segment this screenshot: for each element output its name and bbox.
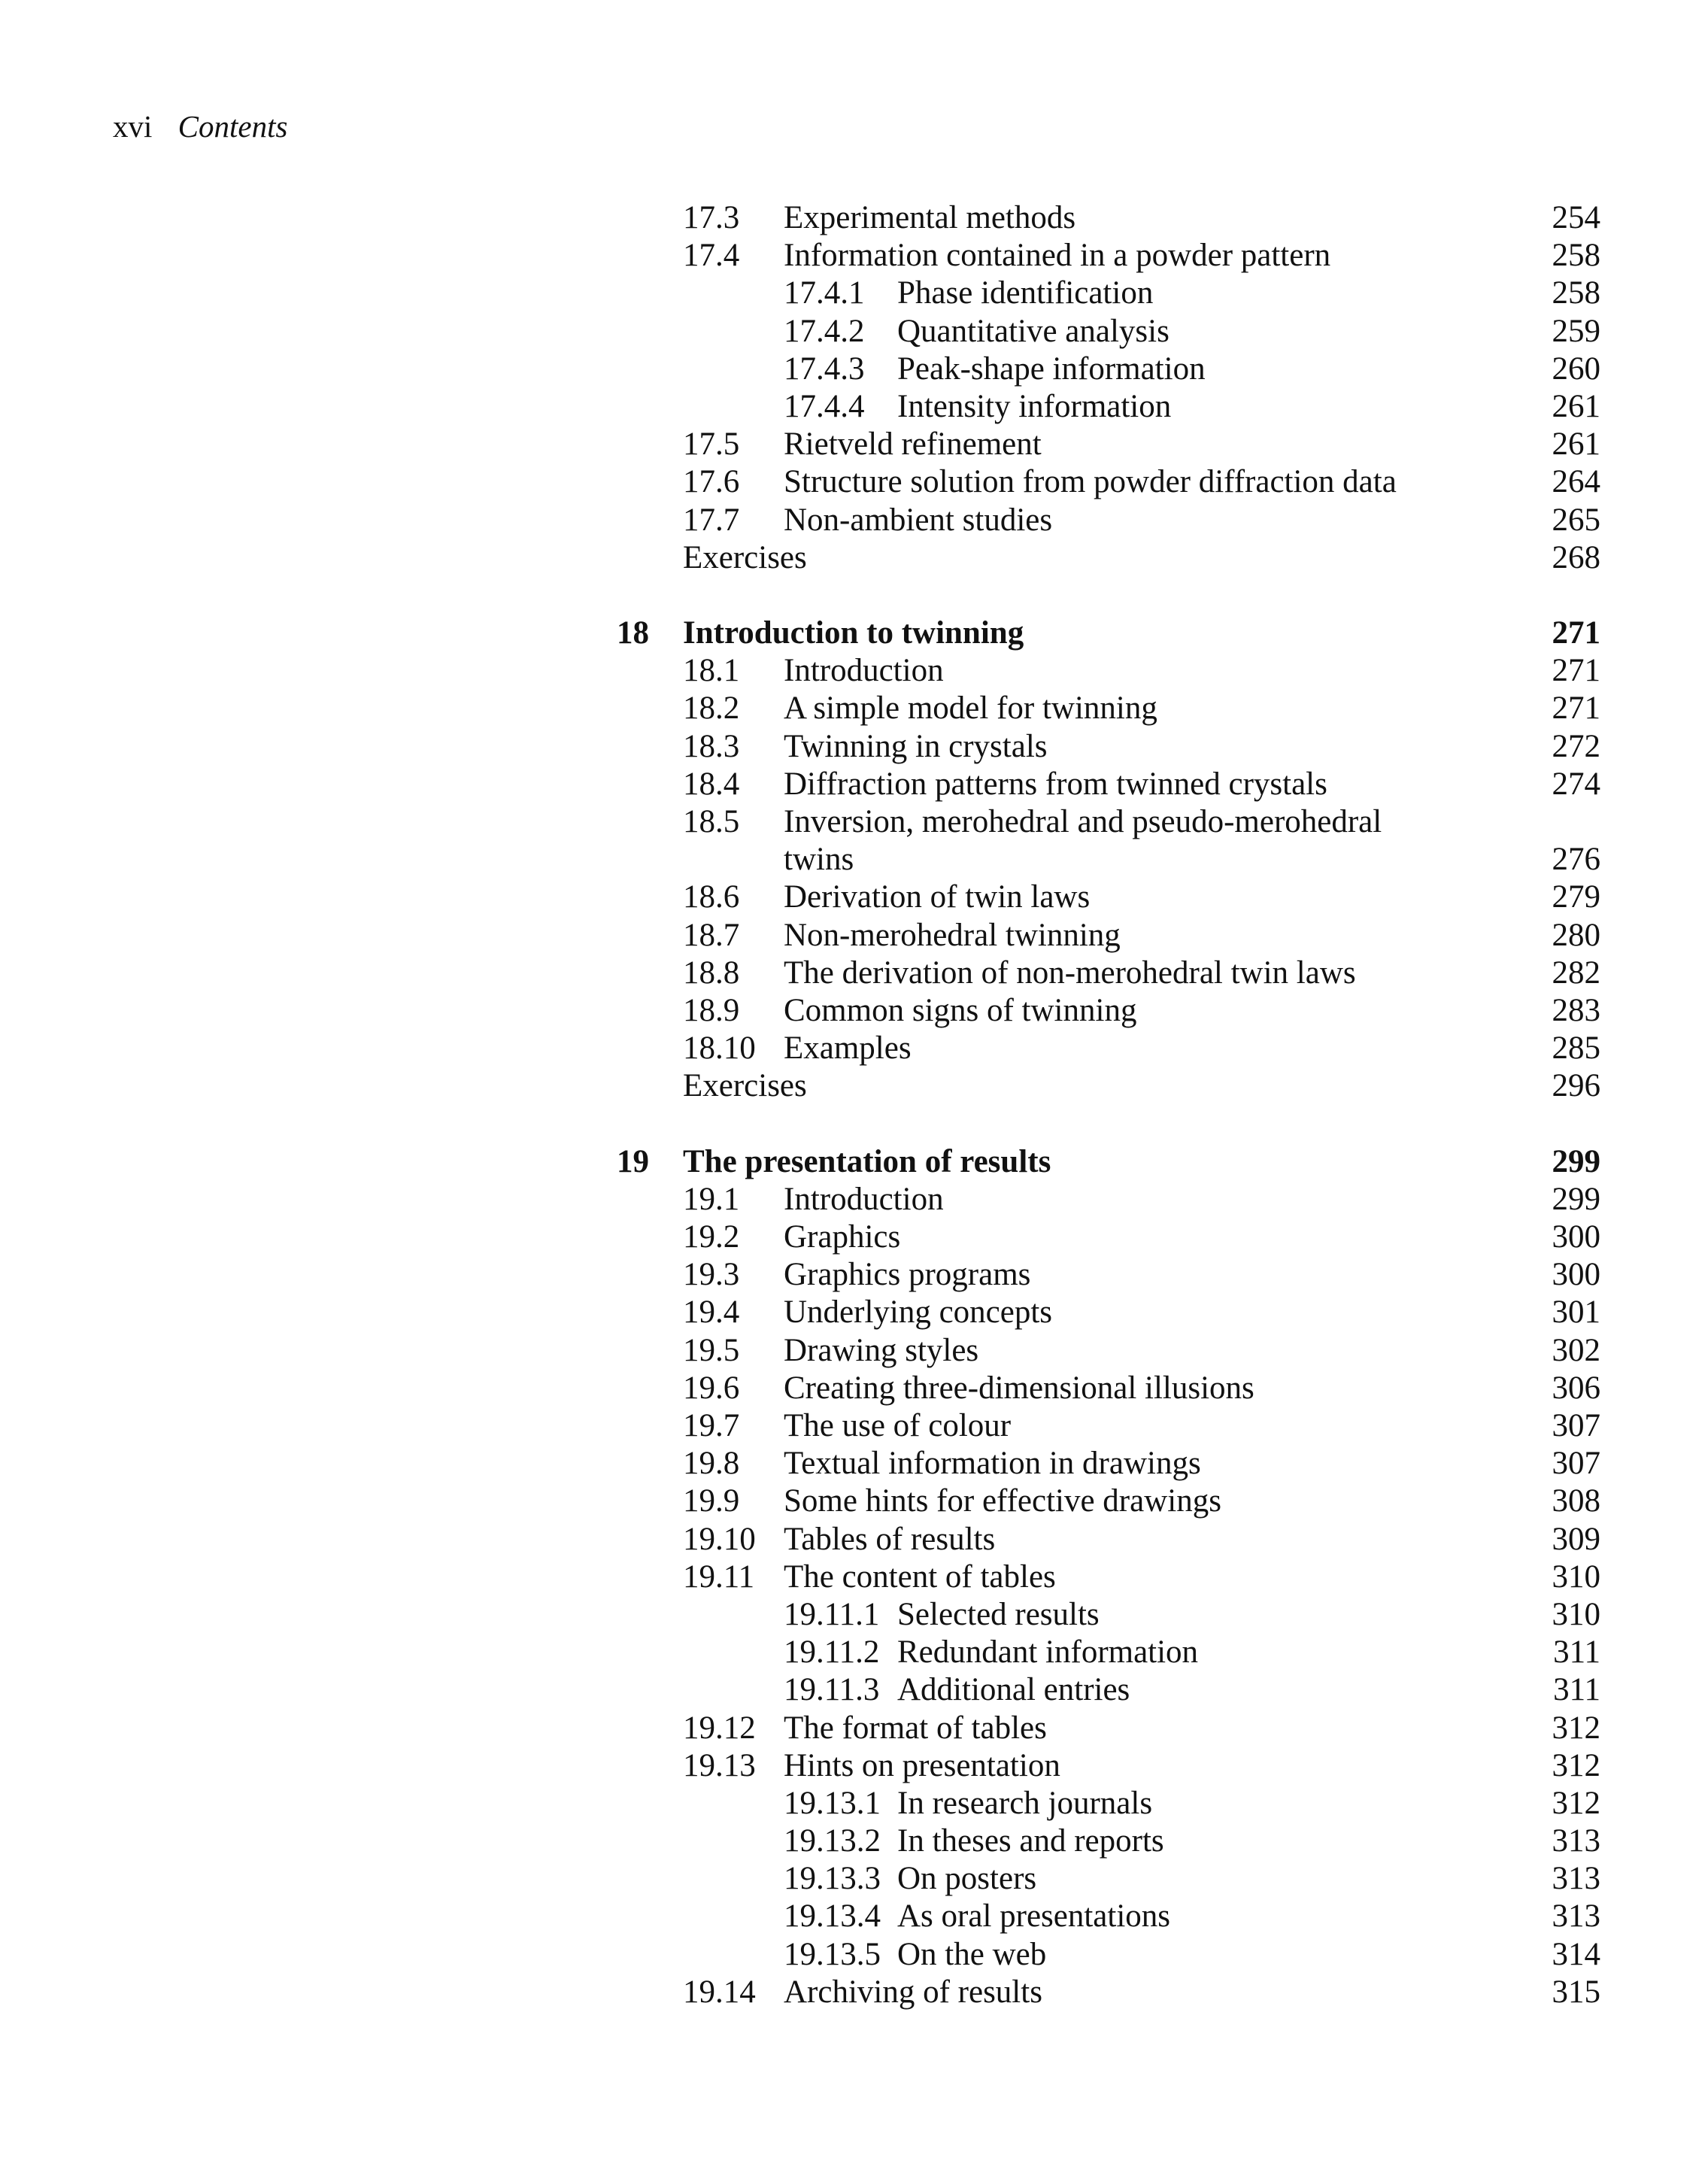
- running-head: [113, 104, 287, 149]
- page-number: 311: [1553, 1672, 1600, 1708]
- section-number: 17.3: [683, 200, 740, 235]
- toc-entry-section[interactable]: [617, 1521, 1600, 1558]
- entry-title: Information contained in a powder pattern: [784, 238, 1331, 274]
- entry-title: Redundant information: [897, 1634, 1199, 1671]
- entry-title: Introduction: [784, 653, 944, 689]
- page-number: 259: [1552, 313, 1600, 349]
- entry-title: Creating three-dimensional illusions: [784, 1370, 1254, 1406]
- page-number: 260: [1552, 351, 1600, 387]
- toc-entry-section[interactable]: [617, 1181, 1600, 1218]
- page-number: 313: [1552, 1861, 1600, 1897]
- page-number: 271: [1552, 615, 1600, 651]
- toc-entry-subsection[interactable]: [617, 275, 1600, 312]
- section-number: 19.11.2: [784, 1634, 880, 1671]
- toc-entry-section[interactable]: [617, 1974, 1600, 2011]
- toc-entry-subsection[interactable]: [617, 1860, 1600, 1898]
- entry-title: Non-ambient studies: [784, 502, 1053, 538]
- toc-entry-subsection[interactable]: [617, 1822, 1600, 1860]
- section-number: 18.9: [683, 992, 740, 1028]
- entry-title: Twinning in crystals: [784, 728, 1048, 764]
- section-number: 18.10: [683, 1030, 756, 1067]
- toc-entry-section[interactable]: [617, 1218, 1600, 1256]
- entry-title: As oral presentations: [897, 1898, 1171, 1935]
- section-number: 19.5: [683, 1332, 740, 1368]
- entry-title: Rietveld refinement: [784, 426, 1042, 463]
- toc-entry-section[interactable]: [617, 803, 1600, 841]
- toc-entry-section[interactable]: [617, 879, 1600, 916]
- toc-entry-subsection[interactable]: [617, 1634, 1600, 1671]
- toc-entry-section[interactable]: [617, 1710, 1600, 1747]
- toc-entry-section[interactable]: [617, 1483, 1600, 1520]
- toc-entry-chapter[interactable]: [617, 615, 1600, 652]
- page-number: 261: [1552, 426, 1600, 463]
- toc-entry-section[interactable]: [617, 690, 1600, 727]
- page-number: 296: [1552, 1068, 1600, 1104]
- section-number: 18.7: [683, 917, 740, 953]
- page-number: 313: [1552, 1823, 1600, 1859]
- entry-title: Exercises: [683, 1068, 807, 1104]
- page-number: 271: [1552, 690, 1600, 727]
- entry-title: Some hints for effective drawings: [784, 1483, 1221, 1519]
- section-number: 19.12: [683, 1710, 756, 1746]
- section-number: 19.13.1: [784, 1785, 881, 1821]
- chapter-title: Introduction to twinning: [683, 615, 1024, 651]
- section-number: 19.8: [683, 1446, 740, 1482]
- section-number: 19.13.2: [784, 1823, 881, 1859]
- toc-entry-subsection[interactable]: [617, 1898, 1600, 1935]
- entry-title: Underlying concepts: [784, 1294, 1053, 1331]
- toc-entry-section[interactable]: [617, 463, 1600, 501]
- section-number: 17.4.4: [784, 388, 865, 424]
- toc-entry-section[interactable]: [617, 1747, 1600, 1785]
- toc-entry-section[interactable]: [617, 992, 1600, 1030]
- toc-entry-subsection[interactable]: [617, 388, 1600, 426]
- toc-entry-subsection[interactable]: [617, 313, 1600, 351]
- section-number: 17.5: [683, 426, 740, 463]
- entry-title: Selected results: [897, 1596, 1100, 1632]
- toc-entry-section[interactable]: [617, 1294, 1600, 1331]
- page-number: 315: [1552, 1974, 1600, 2010]
- section-number: 19.7: [683, 1408, 740, 1443]
- page-number: 274: [1552, 766, 1600, 802]
- section-number: 17.4.2: [784, 313, 865, 349]
- page-number: 276: [1552, 842, 1600, 878]
- page-number: 268: [1552, 539, 1600, 575]
- toc-entry-subsection[interactable]: [617, 351, 1600, 388]
- page-number: 311: [1553, 1634, 1600, 1671]
- entry-title: The derivation of non-merohedral twin laws: [784, 954, 1356, 991]
- entry-title: Hints on presentation: [784, 1747, 1060, 1783]
- entry-title: Exercises: [683, 539, 807, 575]
- page-number: 314: [1552, 1936, 1600, 1972]
- section-number: 19.13.4: [784, 1898, 881, 1935]
- toc-entry-section[interactable]: [617, 1332, 1600, 1370]
- page-number: 261: [1552, 388, 1600, 424]
- toc-entry-section[interactable]: [617, 1445, 1600, 1483]
- page-number: 285: [1552, 1030, 1600, 1067]
- section-number: 19.13.3: [784, 1861, 881, 1897]
- section-number: 17.4.1: [784, 275, 865, 311]
- entry-title: Additional entries: [897, 1672, 1130, 1708]
- running-title: Contents: [177, 109, 288, 144]
- section-number: 17.6: [683, 464, 740, 500]
- toc-entry-section[interactable]: [617, 199, 1600, 237]
- entry-title: Graphics: [784, 1219, 901, 1255]
- entry-title: On the web: [897, 1936, 1047, 1972]
- page-number: 272: [1552, 728, 1600, 764]
- entry-title: The use of colour: [784, 1408, 1012, 1443]
- entry-title: Tables of results: [784, 1521, 996, 1557]
- chapter-number: 18: [617, 615, 649, 651]
- entry-title: Structure solution from powder diffraction data: [784, 464, 1397, 500]
- toc-entry-subsection[interactable]: [617, 1596, 1600, 1634]
- page-number: 299: [1552, 1143, 1600, 1179]
- toc-entry-section[interactable]: [617, 1558, 1600, 1596]
- section-number: 19.11.3: [784, 1672, 880, 1708]
- entry-title: In theses and reports: [897, 1823, 1164, 1859]
- page-folio: xvi: [113, 109, 153, 144]
- page-number: 301: [1552, 1294, 1600, 1331]
- toc-entry-section[interactable]: [617, 728, 1600, 766]
- page-number: 300: [1552, 1219, 1600, 1255]
- section-number: 19.11: [683, 1558, 755, 1595]
- page-number: 271: [1552, 653, 1600, 689]
- page-number: 309: [1552, 1521, 1600, 1557]
- page-number: 307: [1552, 1408, 1600, 1443]
- toc-entry-section[interactable]: [617, 652, 1600, 690]
- entry-title: Quantitative analysis: [897, 313, 1170, 349]
- section-number: 19.1: [683, 1181, 740, 1217]
- toc-entry-section[interactable]: [617, 502, 1600, 539]
- entry-title: Introduction: [784, 1181, 944, 1217]
- page-number: 302: [1552, 1332, 1600, 1368]
- page-number: 258: [1552, 275, 1600, 311]
- section-number: 19.11.1: [784, 1596, 880, 1632]
- section-number: 18.1: [683, 653, 740, 689]
- entry-title: Inversion, merohedral and pseudo-merohedral: [784, 804, 1382, 839]
- page-number: 313: [1552, 1898, 1600, 1935]
- entry-title: A simple model for twinning: [784, 690, 1157, 727]
- page-number: 300: [1552, 1257, 1600, 1293]
- page-number: 312: [1552, 1785, 1600, 1821]
- chapter-title: The presentation of results: [683, 1143, 1051, 1179]
- page-number: 312: [1552, 1710, 1600, 1746]
- chapter-spacer: [617, 577, 1600, 615]
- section-number: 17.4.3: [784, 351, 865, 387]
- section-number: 19.13.5: [784, 1936, 881, 1972]
- section-number: 18.2: [683, 690, 740, 727]
- entry-title: Drawing styles: [784, 1332, 979, 1368]
- page-number: 310: [1552, 1596, 1600, 1632]
- toc-entry-subsection[interactable]: [617, 1936, 1600, 1974]
- toc-entry-section[interactable]: [617, 426, 1600, 463]
- toc-entry-chapter[interactable]: [617, 1143, 1600, 1181]
- entry-title: The format of tables: [784, 1710, 1047, 1746]
- toc-entry-section[interactable]: [617, 954, 1600, 992]
- entry-title: Diffraction patterns from twinned crystals: [784, 766, 1327, 802]
- entry-title: The content of tables: [784, 1558, 1056, 1595]
- entry-title: Experimental methods: [784, 200, 1076, 235]
- page-number: 258: [1552, 238, 1600, 274]
- chapter-spacer: [617, 1106, 1600, 1143]
- section-number: 17.7: [683, 502, 740, 538]
- entry-title: In research journals: [897, 1785, 1153, 1821]
- page-number: 312: [1552, 1747, 1600, 1783]
- page-number: 310: [1552, 1558, 1600, 1595]
- entry-title: Textual information in drawings: [784, 1446, 1201, 1482]
- toc-entry-exercises[interactable]: [617, 1067, 1600, 1105]
- entry-title: Derivation of twin laws: [784, 879, 1091, 915]
- section-number: 18.3: [683, 728, 740, 764]
- page-number: 283: [1552, 992, 1600, 1028]
- section-number: 19.3: [683, 1257, 740, 1293]
- entry-title: Peak-shape information: [897, 351, 1206, 387]
- toc-entry-section[interactable]: [617, 1407, 1600, 1445]
- chapter-number: 19: [617, 1143, 649, 1179]
- toc-entry-section[interactable]: [617, 237, 1600, 275]
- entry-title: Phase identification: [897, 275, 1154, 311]
- entry-title: Graphics programs: [784, 1257, 1031, 1293]
- entry-title: Non-merohedral twinning: [784, 917, 1121, 953]
- page-number: 264: [1552, 464, 1600, 500]
- toc-entry-continued[interactable]: [617, 841, 1600, 879]
- toc-entry-subsection[interactable]: [617, 1785, 1600, 1822]
- section-number: 19.4: [683, 1294, 740, 1331]
- section-number: 19.14: [683, 1974, 756, 2010]
- table-of-contents: [617, 199, 1600, 2011]
- page-number: 280: [1552, 917, 1600, 953]
- entry-title: Common signs of twinning: [784, 992, 1137, 1028]
- section-number: 19.2: [683, 1219, 740, 1255]
- section-number: 19.13: [683, 1747, 756, 1783]
- toc-entry-section[interactable]: [617, 1256, 1600, 1294]
- page-number: 265: [1552, 502, 1600, 538]
- toc-entry-section[interactable]: [617, 917, 1600, 954]
- toc-entry-section[interactable]: [617, 1030, 1600, 1067]
- section-number: 18.6: [683, 879, 740, 915]
- section-number: 18.4: [683, 766, 740, 802]
- page-number: 282: [1552, 954, 1600, 991]
- section-number: 18.8: [683, 954, 740, 991]
- page-number: 306: [1552, 1370, 1600, 1406]
- page-number: 299: [1552, 1181, 1600, 1217]
- toc-entry-subsection[interactable]: [617, 1671, 1600, 1709]
- section-number: 17.4: [683, 238, 740, 274]
- section-number: 18.5: [683, 804, 740, 839]
- entry-title: Archiving of results: [784, 1974, 1042, 2010]
- section-number: 19.6: [683, 1370, 740, 1406]
- page-number: 307: [1552, 1446, 1600, 1482]
- page-number: 308: [1552, 1483, 1600, 1519]
- section-number: 19.10: [683, 1521, 756, 1557]
- entry-title: Examples: [784, 1030, 912, 1067]
- entry-title: On posters: [897, 1861, 1037, 1897]
- entry-title: Intensity information: [897, 388, 1172, 424]
- page-number: 254: [1552, 200, 1600, 235]
- section-number: 19.9: [683, 1483, 740, 1519]
- toc-entry-section[interactable]: [617, 766, 1600, 803]
- toc-entry-exercises[interactable]: [617, 539, 1600, 577]
- page-number: 279: [1552, 879, 1600, 915]
- toc-entry-section[interactable]: [617, 1370, 1600, 1407]
- entry-title: twins: [784, 842, 854, 878]
